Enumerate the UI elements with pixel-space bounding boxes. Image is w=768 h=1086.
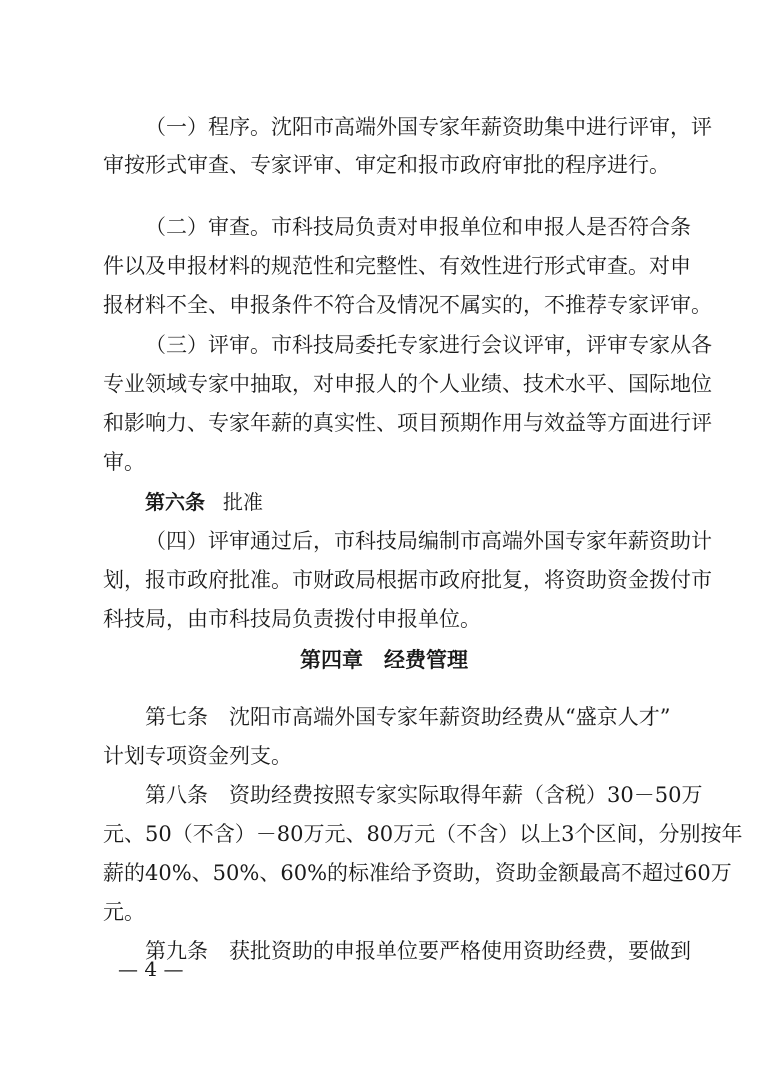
paragraph-4-line-1: （四）评审通过后，市科技局编制市高端外国专家年薪资助计 bbox=[145, 529, 712, 553]
article-8-line-3: 薪的40%、50%、60%的标准给予资助，资助金额最高不超过60万 bbox=[103, 861, 732, 885]
article-7-line-2: 计划专项资金列支。 bbox=[103, 744, 292, 768]
article-8-line-4: 元。 bbox=[103, 900, 145, 924]
paragraph-1-line-1: （一）程序。沈阳市高端外国专家年薪资助集中进行评审，评 bbox=[145, 115, 712, 139]
article-9-line-1: 第九条 获批资助的申报单位要严格使用资助经费，要做到 bbox=[145, 939, 691, 963]
article-6-label: 第六条 bbox=[145, 490, 205, 514]
paragraph-1-line-2: 审按形式审查、专家评审、审定和报市政府审批的程序进行。 bbox=[103, 153, 670, 177]
paragraph-3-line-1: （三）评审。市科技局委托专家进行会议评审，评审专家从各 bbox=[145, 333, 712, 357]
paragraph-2-line-1: （二）审查。市科技局负责对申报单位和申报人是否符合条 bbox=[145, 215, 691, 239]
page-number: — 4 — bbox=[118, 957, 184, 981]
paragraph-3-line-4: 审。 bbox=[103, 450, 145, 474]
paragraph-4-line-3: 科技局，由市科技局负责拨付申报单位。 bbox=[103, 607, 481, 631]
paragraph-2-line-3: 报材料不全、申报条件不符合及情况不属实的，不推荐专家评审。 bbox=[103, 293, 712, 317]
article-6-name: 批准 bbox=[223, 490, 263, 514]
article-8-line-1: 第八条 资助经费按照专家实际取得年薪（含税）30－50万 bbox=[145, 783, 703, 807]
chapter-4-heading: 第四章 经费管理 bbox=[300, 648, 468, 672]
paragraph-4-line-2: 划，报市政府批准。市财政局根据市政府批复，将资助资金拨付市 bbox=[103, 568, 712, 592]
article-8-line-2: 元、50（不含）－80万元、80万元（不含）以上3个区间，分别按年 bbox=[103, 822, 743, 846]
paragraph-3-line-2: 专业领域专家中抽取，对申报人的个人业绩、技术水平、国际地位 bbox=[103, 372, 712, 396]
article-6-title bbox=[145, 487, 445, 517]
paragraph-3-line-3: 和影响力、专家年薪的真实性、项目预期作用与效益等方面进行评 bbox=[103, 411, 712, 435]
paragraph-2-line-2: 件以及申报材料的规范性和完整性、有效性进行形式审查。对申 bbox=[103, 254, 691, 278]
article-7-line-1: 第七条 沈阳市高端外国专家年薪资助经费从“盛京人才” bbox=[145, 705, 671, 729]
